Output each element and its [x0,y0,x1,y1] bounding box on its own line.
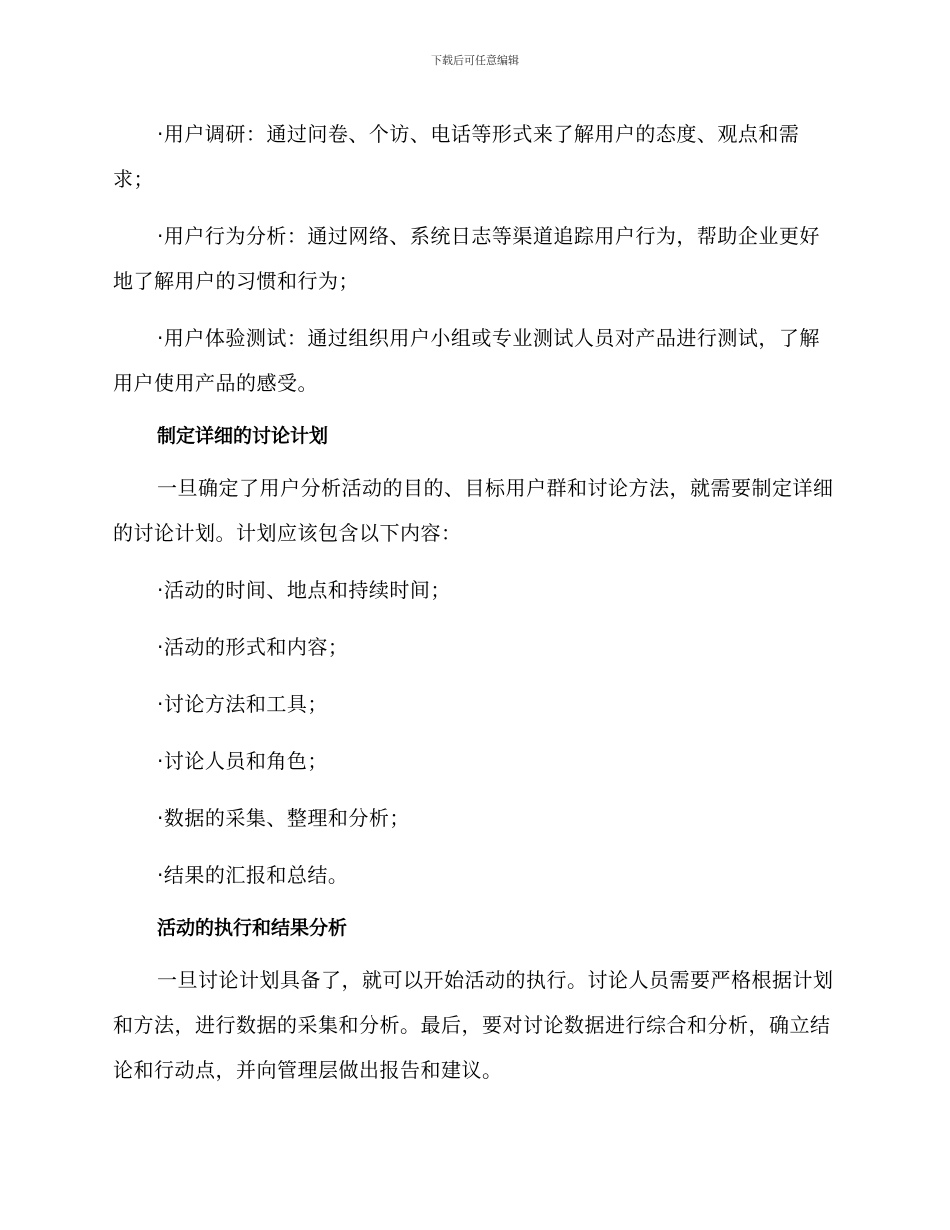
plan-item-data: ·数据的采集、整理和分析； [157,806,410,830]
plan-item-people-roles: ·讨论人员和角色； [157,749,328,773]
document-body [113,112,838,1093]
plan-item-report: ·结果的汇报和总结。 [157,863,349,887]
plan-item-methods-tools: ·讨论方法和工具； [157,692,328,716]
bullet-user-research: ·用户调研：通过问卷、个访、电话等形式来了解用户的态度、观点和需求； [113,122,800,191]
plan-item-form-content: ·活动的形式和内容； [157,635,349,659]
section-heading-execution: 活动的执行和结果分析 [157,917,348,939]
plan-item-time-place: ·活动的时间、地点和持续时间； [157,578,451,602]
page-header: 下载后可任意编辑 [431,54,519,67]
section-paragraph-execution: 一旦讨论计划具备了，就可以开始活动的执行。讨论人员需要严格根据计划和方法，进行数据的采集和分析。最后，要对讨论数据进行综合和分析，确立结论和行动点，并向管理层做出报告和建议。 [113,968,834,1082]
section-heading-plan: 制定详细的讨论计划 [157,425,329,447]
bullet-user-behavior-analysis: ·用户行为分析：通过网络、系统日志等渠道追踪用户行为，帮助企业更好地了解用户的习惯和行为； [113,224,820,293]
section-paragraph-plan: 一旦确定了用户分析活动的目的、目标用户群和讨论方法，就需要制定详细的讨论计划。计划应该包含以下内容： [113,476,834,545]
bullet-user-experience-test: ·用户体验测试：通过组织用户小组或专业测试人员对产品进行测试，了解用户使用产品的感受。 [113,326,820,395]
